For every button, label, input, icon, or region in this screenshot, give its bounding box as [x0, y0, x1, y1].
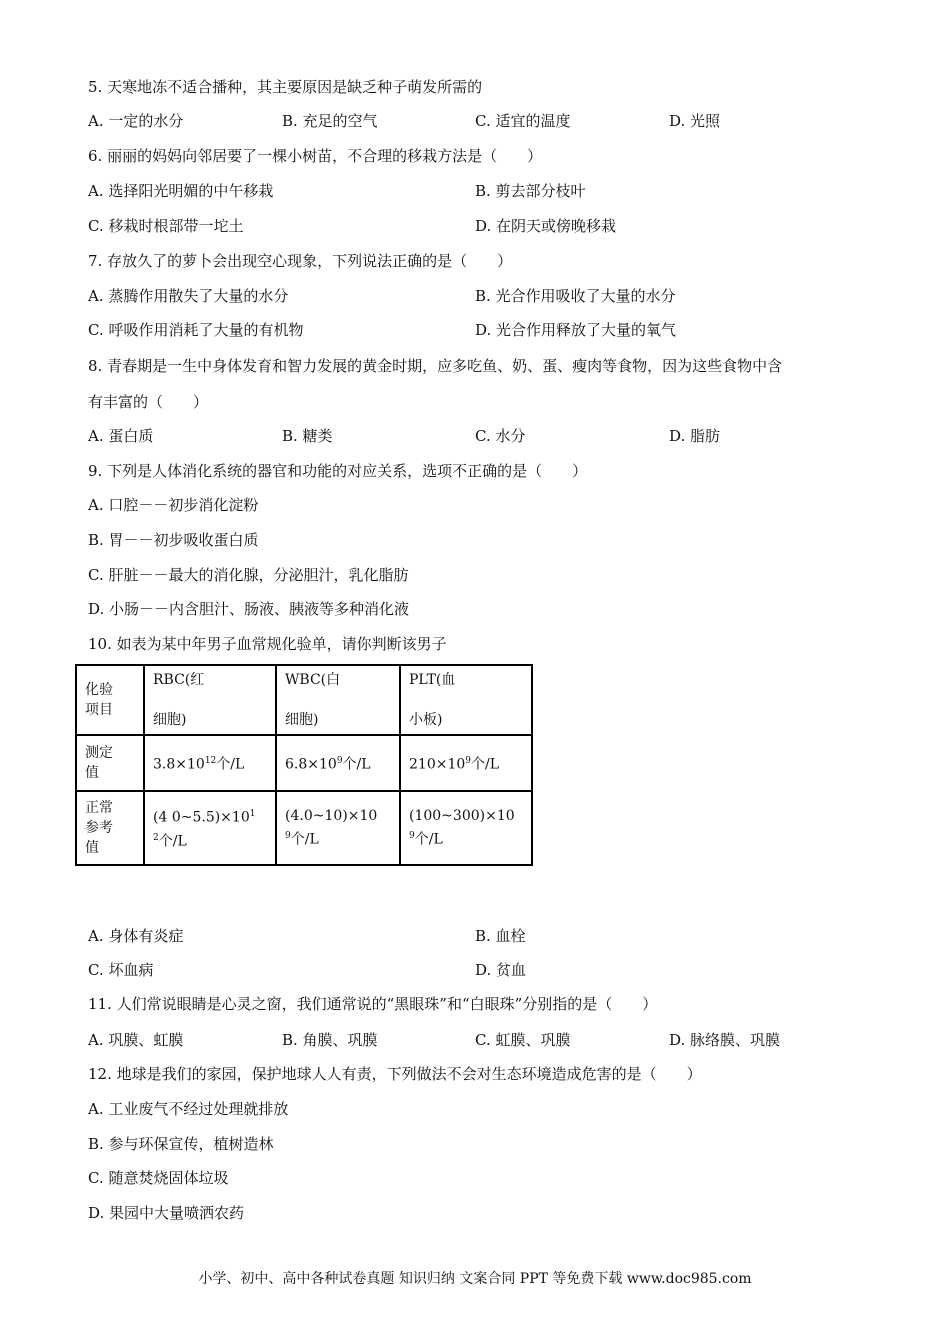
- table-cell: 正常 参考 值: [76, 791, 144, 865]
- q5-option-b: B. 充足的空气: [282, 112, 378, 130]
- q9-option-c: C. 肝脏－－最大的消化腺，分泌胆汁，乳化脂肪: [88, 566, 409, 584]
- q7-option-d: D. 光合作用释放了大量的氧气: [475, 321, 677, 339]
- q12-option-b: B. 参与环保宣传，植树造林: [88, 1135, 274, 1153]
- blood-test-table: [75, 664, 533, 866]
- q12-option-d: D. 果园中大量喷洒农药: [88, 1204, 245, 1222]
- table-cell: $210\times 10^9$个/L: [400, 735, 532, 791]
- q8-stem-line1: 8. 青春期是一生中身体发育和智力发展的黄金时期，应多吃鱼、奶、蛋、瘦肉等食物，因为这些食物中含: [88, 357, 783, 375]
- q8-stem-line2: 有丰富的（ ）: [88, 393, 209, 411]
- table-cell: (100~300)×10 $^9$个/L: [400, 791, 532, 865]
- q6-option-b: B. 剪去部分枝叶: [475, 182, 586, 200]
- table-row: [76, 735, 532, 791]
- q10-option-a: A. 身体有炎症: [88, 927, 184, 945]
- q8-option-b: B. 糖类: [282, 427, 333, 445]
- table-cell: RBC(红 细胞): [144, 665, 276, 735]
- q10-stem: 10. 如表为某中年男子血常规化验单，请你判断该男子: [88, 635, 447, 653]
- q11-option-d: D. 脉络膜、巩膜: [669, 1031, 781, 1049]
- q6-stem: 6. 丽丽的妈妈向邻居要了一棵小树苗，不合理的移栽方法是（ ）: [88, 147, 543, 165]
- table-row: [76, 665, 532, 735]
- q5-stem: 5. 天寒地冻不适合播种，其主要原因是缺乏种子萌发所需的: [88, 78, 483, 96]
- q7-option-c: C. 呼吸作用消耗了大量的有机物: [88, 321, 304, 339]
- q5-option-d: D. 光照: [669, 112, 721, 130]
- q7-option-b: B. 光合作用吸收了大量的水分: [475, 287, 676, 305]
- table-cell: 化验 项目: [76, 665, 144, 735]
- q9-option-d: D. 小肠－－内含胆汁、肠液、胰液等多种消化液: [88, 600, 410, 618]
- table-cell: (4.0~10)×10 $^9$个/L: [276, 791, 400, 865]
- q9-option-a: A. 口腔－－初步消化淀粉: [88, 496, 259, 514]
- table-cell: (4 $0\sim 5.5)\times 10^1$ $^2$个/L: [144, 791, 276, 865]
- q9-option-b: B. 胃－－初步吸收蛋白质: [88, 531, 259, 549]
- q11-option-c: C. 虹膜、巩膜: [475, 1031, 571, 1049]
- table-cell: WBC(白 细胞): [276, 665, 400, 735]
- q5-option-a: A. 一定的水分: [88, 112, 184, 130]
- q12-option-c: C. 随意焚烧固体垃圾: [88, 1169, 229, 1187]
- q12-stem: 12. 地球是我们的家园，保护地球人人有责，下列做法不会对生态环境造成危害的是（ ）: [88, 1065, 702, 1083]
- q6-option-c: C. 移栽时根部带一坨土: [88, 217, 244, 235]
- q5-option-c: C. 适宜的温度: [475, 112, 571, 130]
- q11-stem: 11. 人们常说眼睛是心灵之窗，我们通常说的“黑眼珠”和“白眼珠”分别指的是（ ）: [88, 995, 658, 1013]
- q8-option-c: C. 水分: [475, 427, 526, 445]
- q11-option-a: A. 巩膜、虹膜: [88, 1031, 184, 1049]
- q10-option-b: B. 血栓: [475, 927, 526, 945]
- table-cell: $6.8\times 10^9$个/L: [276, 735, 400, 791]
- q7-option-a: A. 蒸腾作用散失了大量的水分: [88, 287, 289, 305]
- table-cell: 测定 值: [76, 735, 144, 791]
- q10-option-d: D. 贫血: [475, 961, 527, 979]
- q6-option-a: A. 选择阳光明媚的中午移栽: [88, 182, 274, 200]
- q7-stem: 7. 存放久了的萝卜会出现空心现象，下列说法正确的是（ ）: [88, 252, 513, 270]
- q10-option-c: C. 坏血病: [88, 961, 154, 979]
- q8-option-d: D. 脂肪: [669, 427, 721, 445]
- table-cell: PLT(血 小板): [400, 665, 532, 735]
- q11-option-b: B. 角膜、巩膜: [282, 1031, 378, 1049]
- table-row: [76, 791, 532, 865]
- q12-option-a: A. 工业废气不经过处理就排放: [88, 1100, 289, 1118]
- q8-option-a: A. 蛋白质: [88, 427, 154, 445]
- table-cell: $3.8\times 10^{12}$个/L: [144, 735, 276, 791]
- q9-stem: 9. 下列是人体消化系统的器官和功能的对应关系，选项不正确的是（ ）: [88, 462, 588, 480]
- q6-option-d: D. 在阴天或傍晚移栽: [475, 217, 617, 235]
- page-footer: 小学、初中、高中各种试卷真题 知识归纳 文案合同 PPT 等免费下载 www.doc985.com: [198, 1271, 752, 1287]
